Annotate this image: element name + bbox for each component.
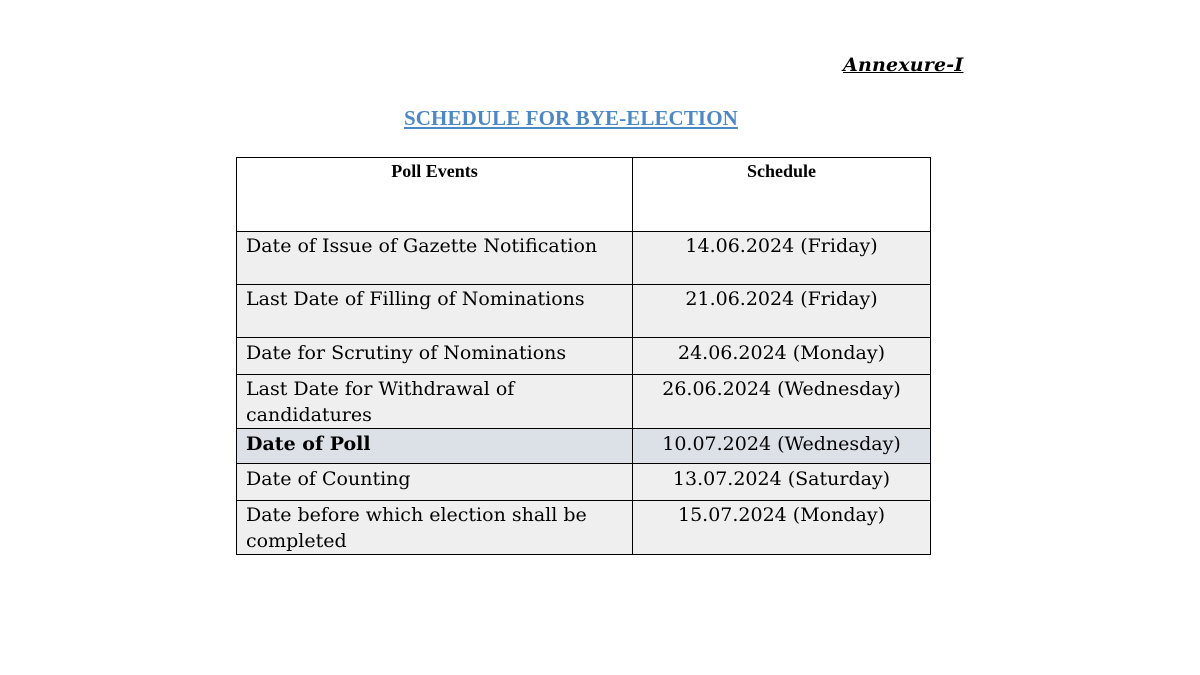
event-cell (237, 429, 633, 464)
annexure-label: Annexure-I (843, 54, 964, 76)
event-cell (237, 375, 633, 429)
event-cell (237, 338, 633, 375)
event-text: Date of Poll (246, 433, 371, 455)
schedule-cell (633, 429, 931, 464)
event-text: Last Date of Filling of Nominations (246, 288, 585, 310)
table-row-poll-date (237, 429, 931, 464)
event-cell (237, 501, 633, 555)
event-cell (237, 464, 633, 501)
document-title: SCHEDULE FOR BYE-ELECTION (404, 106, 738, 130)
event-cell (237, 285, 633, 338)
event-cell (237, 232, 633, 285)
event-text: Last Date for Withdrawal of candidatures (246, 378, 515, 426)
schedule-text: 13.07.2024 (Saturday) (672, 468, 891, 490)
table-header-row (237, 158, 931, 232)
schedule-text: 21.06.2024 (Friday) (685, 288, 878, 310)
table-row (237, 464, 931, 501)
schedule-text: 15.07.2024 (Monday) (677, 504, 885, 526)
schedule-cell (633, 375, 931, 429)
schedule-text: 26.06.2024 (Wednesday) (662, 378, 901, 400)
table-row (237, 338, 931, 375)
event-text: Date before which election shall be completed (246, 504, 587, 552)
header-schedule: Schedule (633, 158, 931, 232)
schedule-table (236, 157, 931, 555)
schedule-cell (633, 338, 931, 375)
event-text: Date of Counting (246, 468, 411, 490)
schedule-cell (633, 464, 931, 501)
table-row (237, 375, 931, 429)
schedule-text: 10.07.2024 (Wednesday) (662, 433, 901, 455)
event-text: Date for Scrutiny of Nominations (246, 342, 567, 364)
schedule-cell (633, 285, 931, 338)
table-row (237, 285, 931, 338)
event-text: Date of Issue of Gazette Notification (246, 235, 598, 257)
header-poll-events: Poll Events (237, 158, 633, 232)
schedule-text: 14.06.2024 (Friday) (685, 235, 878, 257)
schedule-cell (633, 232, 931, 285)
table-row (237, 232, 931, 285)
table-row (237, 501, 931, 555)
schedule-text: 24.06.2024 (Monday) (677, 342, 885, 364)
schedule-cell (633, 501, 931, 555)
